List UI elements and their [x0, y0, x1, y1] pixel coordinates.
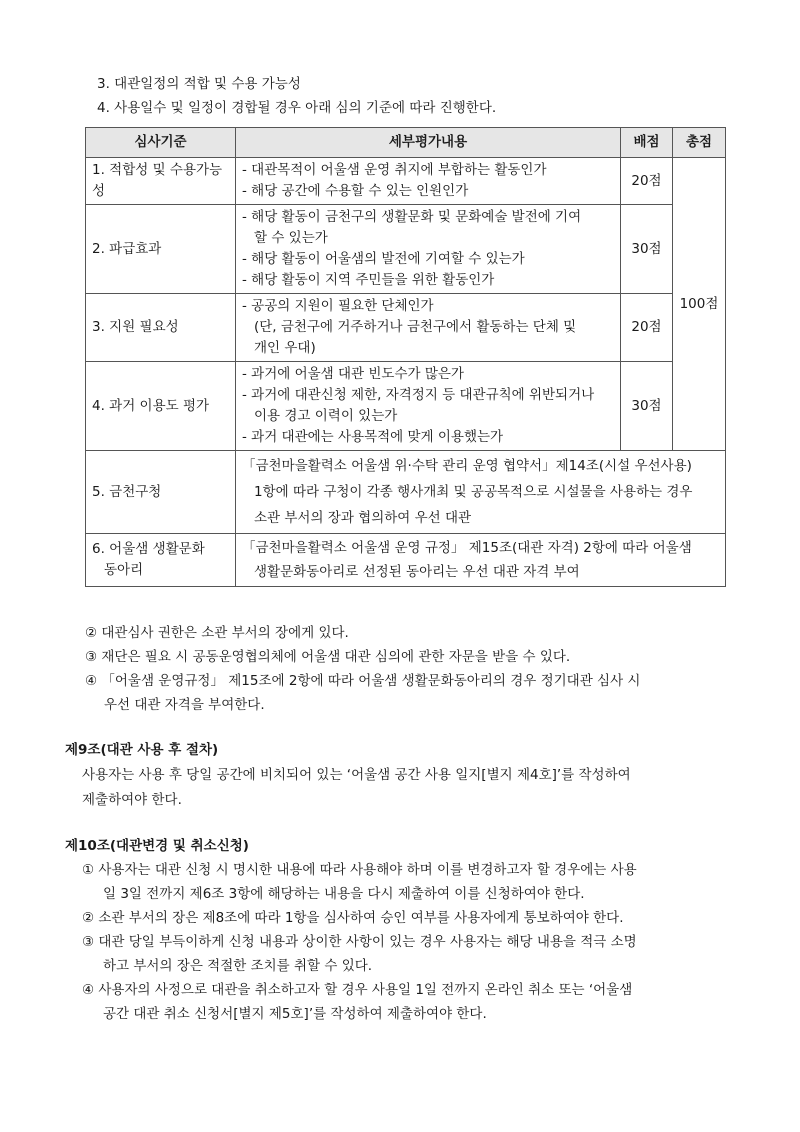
criterion-cell: [86, 534, 236, 587]
table-row: [86, 451, 726, 534]
article-10-clause-3-continued: 하고 부서의 장은 적절한 조치를 취할 수 있다.: [103, 958, 373, 974]
detail-line: 소관 부서의 장과 협의하여 우선 대관: [254, 510, 472, 526]
detail-line: - 과거에 어울샘 대관 빈도수가 많은가: [242, 366, 464, 382]
table-row: [86, 362, 726, 451]
table-row: [86, 294, 726, 362]
detail-line: - 과거에 대관신청 제한, 자격정지 등 대관규칙에 위반되거나: [242, 387, 595, 403]
detail-line: 이용 경고 이력이 있는가: [254, 408, 398, 424]
criterion-cell: 3. 지원 필요성: [86, 294, 236, 362]
table-row: [86, 534, 726, 587]
score-cell: 30점: [621, 362, 673, 451]
detail-line: (단, 금천구에 거주하거나 금천구에서 활동하는 단체 및: [254, 319, 577, 335]
criterion-cell: 1. 적합성 및 수용가능성: [86, 158, 236, 205]
criterion-line: 6. 어울샘 생활문화: [92, 541, 205, 557]
detail-line: - 공공의 지원이 필요한 단체인가: [242, 298, 434, 314]
article-9-title: 제9조(대관 사용 후 절차): [65, 742, 219, 758]
criterion-cell: 4. 과거 이용도 평가: [86, 362, 236, 451]
clause-4: ④ 「어울샘 운영규정」 제15조에 2항에 따라 어울샘 생활문화동아리의 경우 정기대관 심사 시: [85, 673, 641, 689]
detail-line: - 해당 활동이 금천구의 생활문화 및 문화예술 발전에 기여: [242, 209, 582, 225]
detail-line: - 해당 공간에 수용할 수 있는 인원인가: [242, 183, 469, 199]
header-total: 총점: [673, 128, 726, 158]
article-9-text: 사용자는 사용 후 당일 공간에 비치되어 있는 ‘어울샘 공간 사용 일지[별지 제4호]’를 작성하여: [82, 767, 631, 783]
score-cell: 30점: [621, 205, 673, 294]
detail-line: 「금천마을활력소 어울샘 위·수탁 관리 운영 협약서」제14조(시설 우선사용): [242, 458, 692, 474]
criterion-cell: 2. 파급효과: [86, 205, 236, 294]
details-cell: [236, 294, 621, 362]
table-row: [86, 205, 726, 294]
article-9-text-continued: 제출하여야 한다.: [82, 792, 182, 808]
detail-line: 「금천마을활력소 어울샘 운영 규정」 제15조(대관 자격) 2항에 따라 어울샘: [242, 540, 692, 556]
details-cell: [236, 534, 726, 587]
detail-line: 할 수 있는가: [254, 230, 328, 246]
detail-line: - 해당 활동이 어울샘의 발전에 기여할 수 있는가: [242, 251, 525, 267]
detail-line: - 대관목적이 어울샘 운영 취지에 부합하는 활동인가: [242, 162, 547, 178]
details-cell: [236, 205, 621, 294]
details-cell: [236, 158, 621, 205]
total-score-cell: 100점: [673, 158, 726, 451]
detail-line: 1항에 따라 구청이 각종 행사개최 및 공공목적으로 시설물을 사용하는 경우: [254, 484, 693, 500]
list-item-4: 4. 사용일수 및 일정이 경합될 경우 아래 심의 기준에 따라 진행한다.: [97, 100, 497, 116]
article-10-clause-4: ④ 사용자의 사정으로 대관을 취소하고자 할 경우 사용일 1일 전까지 온라인 취소 또는 ‘어울샘: [82, 982, 633, 998]
clause-2: ② 대관심사 권한은 소관 부서의 장에게 있다.: [85, 625, 349, 641]
table-header-row: [86, 128, 726, 158]
criterion-line: 동아리: [104, 562, 144, 578]
header-details: 세부평가내용: [236, 128, 621, 158]
article-10-clause-1-continued: 일 3일 전까지 제6조 3항에 해당하는 내용을 다시 제출하여 이를 신청하여야 한다.: [103, 886, 585, 902]
header-criteria: 심사기준: [86, 128, 236, 158]
article-10-clause-1: ① 사용자는 대관 신청 시 명시한 내용에 따라 사용해야 하며 이를 변경하고자 할 경우에는 사용: [82, 862, 637, 878]
clause-3: ③ 재단은 필요 시 공동운영협의체에 어울샘 대관 심의에 관한 자문을 받을 수 있다.: [85, 649, 571, 665]
article-10-title: 제10조(대관변경 및 취소신청): [65, 838, 249, 854]
article-10-clause-4-continued: 공간 대관 취소 신청서[별지 제5호]’를 작성하여 제출하여야 한다.: [103, 1006, 487, 1022]
table-row: [86, 158, 726, 205]
criterion-cell: 5. 금천구청: [86, 451, 236, 534]
score-cell: 20점: [621, 294, 673, 362]
clause-4-continued: 우선 대관 자격을 부여한다.: [104, 697, 265, 713]
detail-line: 생활문화동아리로 선정된 동아리는 우선 대관 자격 부여: [254, 564, 580, 580]
details-cell: [236, 362, 621, 451]
detail-line: - 해당 활동이 지역 주민들을 위한 활동인가: [242, 272, 495, 288]
detail-line: 개인 우대): [254, 340, 316, 356]
header-score: 배점: [621, 128, 673, 158]
list-item-3: 3. 대관일정의 적합 및 수용 가능성: [97, 76, 301, 92]
details-cell: [236, 451, 726, 534]
detail-line: - 과거 대관에는 사용목적에 맞게 이용했는가: [242, 429, 504, 445]
evaluation-criteria-table: [85, 127, 726, 587]
article-10-clause-3: ③ 대관 당일 부득이하게 신청 내용과 상이한 사항이 있는 경우 사용자는 해당 내용을 적극 소명: [82, 934, 637, 950]
article-10-clause-2: ② 소관 부서의 장은 제8조에 따라 1항을 심사하여 승인 여부를 사용자에게 통보하여야 한다.: [82, 910, 624, 926]
score-cell: 20점: [621, 158, 673, 205]
